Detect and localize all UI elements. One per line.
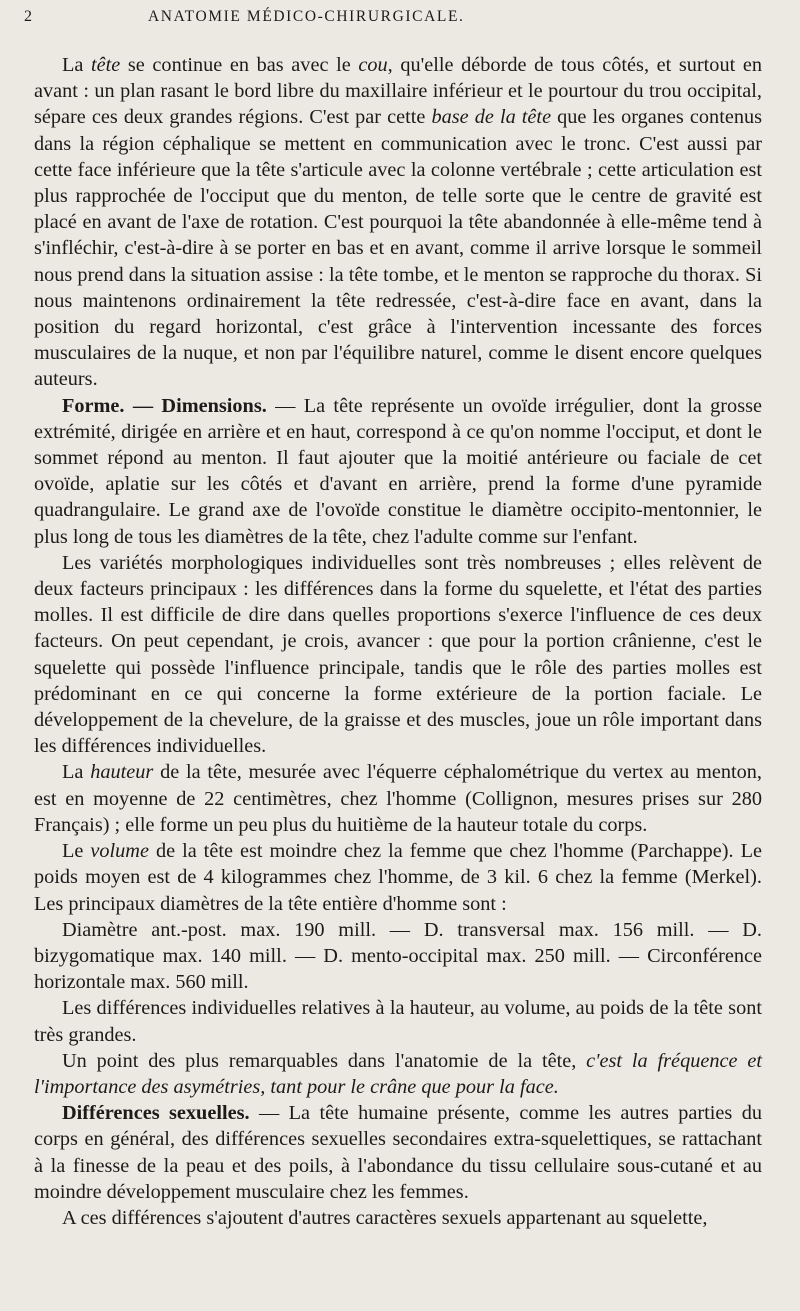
text-run: — La tête représente un ovoïde irrégulier, dont la grosse extrémité, dirigée en arrière et en haut, correspond à ce qu'on nomme l'occiput, et dont le sommet répond au menton. Il faut ajouter que la moitié antérieure ou faciale de cet ovoïde, aplatie sur les côtés et d'avant en arrière, prend la forme d'une pyramide quadrangulaire. Le grand axe de l'ovoïde constitue le diamètre occipito-mentonnier, le plus long de tous les diamètres de la tête, chez l'adulte comme sur l'enfant. (34, 394, 762, 548)
paragraph-p4 (34, 759, 762, 838)
text-run: Un point des plus remarquables dans l'anatomie de la tête, (62, 1049, 587, 1072)
page-header (24, 8, 762, 38)
text-run: A ces différences s'ajoutent d'autres caractères sexuels appartenant au squelette, (62, 1206, 708, 1229)
paragraph-p3 (34, 550, 762, 760)
body-text (34, 52, 762, 1231)
section-heading: Différences sexuelles. (62, 1102, 250, 1125)
paragraph-p10 (34, 1205, 762, 1231)
page-number: 2 (24, 8, 32, 25)
text-run: se continue en bas avec le (120, 54, 359, 76)
paragraph-p5 (34, 838, 762, 917)
text-run: de la tête est moindre chez la femme que chez l'homme (Parchappe). Le poids moyen est de 4 kilogrammes chez l'homme, de 3 kil. 6 chez la femme (Merkel). Les principaux diamètres de la tête entière d'homme sont : (34, 840, 762, 915)
text-run: de la tête, mesurée avec l'équerre céphalométrique du vertex au menton, est en moyenne de 22 centimètres, chez l'homme (Collignon, mesures prises sur 280 Français) ; elle forme un peu plus du huitième de la hauteur totale du corps. (34, 761, 762, 836)
running-head: ANATOMIE MÉDICO-CHIRURGICALE. (148, 8, 465, 25)
emphasis-text: base de la tête (431, 106, 552, 129)
text-run: La (62, 761, 91, 784)
paragraph-p7 (34, 995, 762, 1047)
paragraph-p9 (34, 1100, 762, 1205)
text-run: — La tête humaine présente, comme les autres parties du corps en général, des différences sexuelles secondaires extra-squelettiques, se rattachant à la finesse de la peau et des poils, à l'abondance du tissu cellulaire sous-cutané et au moindre développement musculaire chez les femmes. (34, 1102, 762, 1203)
paragraph-p2 (34, 393, 762, 550)
emphasis-text: cou (358, 54, 388, 76)
text-run: Les différences individuelles relatives à la hauteur, au volume, au poids de la tête sont très grandes. (34, 997, 762, 1046)
text-run: Les variétés morphologiques individuelles sont très nombreuses ; elles relèvent de deux facteurs principaux : les différences dans la forme du squelette, et l'état des parties molles. Il est difficile de dire dans quelles proportions s'exerce l'influence de ces deux facteurs. On peut cependant, je crois, avancer : que pour la portion crânienne, c'est le squelette qui possède l'influence principale, tandis que le rôle des parties molles est prédominant en ce qui concerne la forme extérieure de la portion faciale. Le développement de la chevelure, de la graisse et des muscles, joue un rôle important dans les différences individuelles. (34, 551, 762, 758)
emphasis-text: hauteur (90, 761, 154, 784)
text-run: Diamètre ant.-post. max. 190 mill. — D. transversal max. 156 mill. — D. bizygomatique max. 140 mill. — D. mento-occipital max. 250 mill. — Circonférence horizontale max. 560 mill. (34, 918, 762, 994)
text-run: La (62, 54, 92, 76)
emphasis-text: c'est la fréquence et l'importance des asymétries, tant pour le crâne que pour la face. (34, 1049, 762, 1098)
emphasis-text: tête (91, 54, 121, 76)
paragraph-p6 (34, 917, 762, 996)
paragraph-p1 (34, 52, 762, 393)
paragraph-p8 (34, 1048, 762, 1100)
text-run: , qu'elle déborde de tous côtés, et surtout en avant : un plan rasant le bord libre du maxillaire inférieur et le pourtour du trou occipital, sépare ces deux grandes régions. C'est par cette (34, 54, 762, 129)
text-run: que les organes contenus dans la région céphalique se mettent en communication avec le tronc. C'est aussi par cette face inférieure que la tête s'articule avec la colonne vertébrale ; cette articulation est plus rapprochée de l'occiput que du menton, de telle sorte que le centre de gravité est placé en avant de l'axe de rotation. C'est pourquoi la tête abandonnée à elle-même tend à s'infléchir, c'est-à-dire à se porter en bas et en avant, comme il arrive lorsque le sommeil nous prend dans la situation assise : la tête tombe, et le menton se rapproche du thorax. Si nous maintenons ordinairement la tête redressée, c'est-à-dire face en avant, dans la position du regard horizontal, c'est grâce à l'intervention incessante des forces musculaires de la nuque, et non par l'équilibre naturel, comme le disent encore quelques auteurs. (34, 106, 762, 391)
section-heading: Forme. — Dimensions. (62, 394, 267, 417)
emphasis-text: volume (90, 840, 149, 863)
text-run: Le (62, 840, 91, 863)
